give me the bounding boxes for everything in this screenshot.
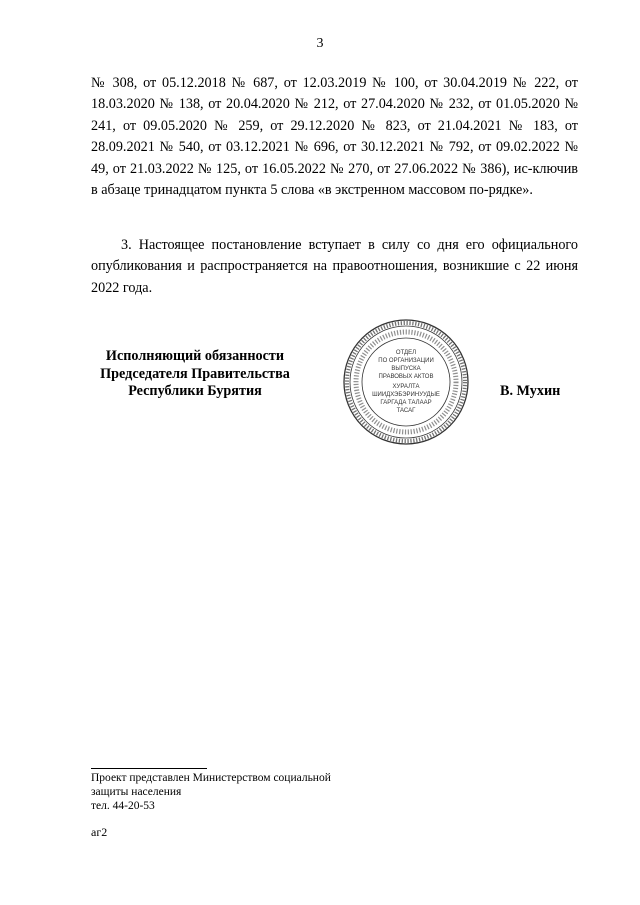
signatory-name: В. Мухин bbox=[500, 383, 561, 399]
paragraph-amendments: № 308, от 05.12.2018 № 687, от 12.03.2019 № 100, от 30.04.2019 № 222, от 18.03.2020 № 138, от 20.04.2020 № 212, от 27.04.2020 № 232, от 01.05.2020 № 241, от 09.05.2020 № 259, от 29.12.2020 № 823, от 21.04.2021 № 183, от 28.09.2021 № 540, от 03.12.2021 № 696, от 30.12.2021 № 792, от 09.02.2022 № 49, от 21.03.2022 № 125, от 16.05.2022 № 270, от 27.06.2022 № 386), ис-ключив в абзаце тринадцатом пункта 5 слова «в экстренном массовом по-рядке». bbox=[91, 75, 578, 199]
footer-note bbox=[91, 771, 331, 813]
document-code: аг2 bbox=[91, 825, 108, 839]
footer-divider bbox=[91, 768, 207, 769]
footer-line: защиты населения bbox=[91, 786, 182, 798]
seal-center-line: ГАРГАДА ТАЛААР bbox=[380, 400, 432, 406]
signatory-title-line: Председателя Правительства bbox=[100, 365, 290, 382]
official-seal bbox=[342, 318, 470, 446]
footer-line: Проект представлен Министерством социальной bbox=[91, 772, 331, 784]
signatory-title-line: Исполняющий обязанности bbox=[105, 348, 285, 364]
page-number: 3 bbox=[316, 36, 324, 51]
seal-center-line: ТАСАГ bbox=[396, 408, 416, 414]
seal-center-line: ХУРАЛТА bbox=[392, 384, 420, 390]
footer-line: тел. 44-20-53 bbox=[91, 800, 155, 812]
seal-center-line: ПО ОРГАНИЗАЦИИ bbox=[378, 358, 434, 364]
paragraph-effective-date: 3. Настоящее постановление вступает в силу со дня его официального опубликования и распространяется на правоотношения, возникшие с 22 июня 2022 года. bbox=[91, 237, 578, 296]
seal-center-line: ШИИДХЭБЭРИНУУДЫЕ bbox=[372, 392, 440, 398]
signatory-title bbox=[86, 348, 304, 401]
seal-center-line: ПРАВОВЫХ АКТОВ bbox=[378, 374, 434, 380]
seal-center-line: ВЫПУСКА bbox=[391, 366, 421, 372]
seal-center-line: ОТДЕЛ bbox=[395, 350, 417, 356]
signatory-title-line: Республики Бурятия bbox=[128, 383, 262, 400]
